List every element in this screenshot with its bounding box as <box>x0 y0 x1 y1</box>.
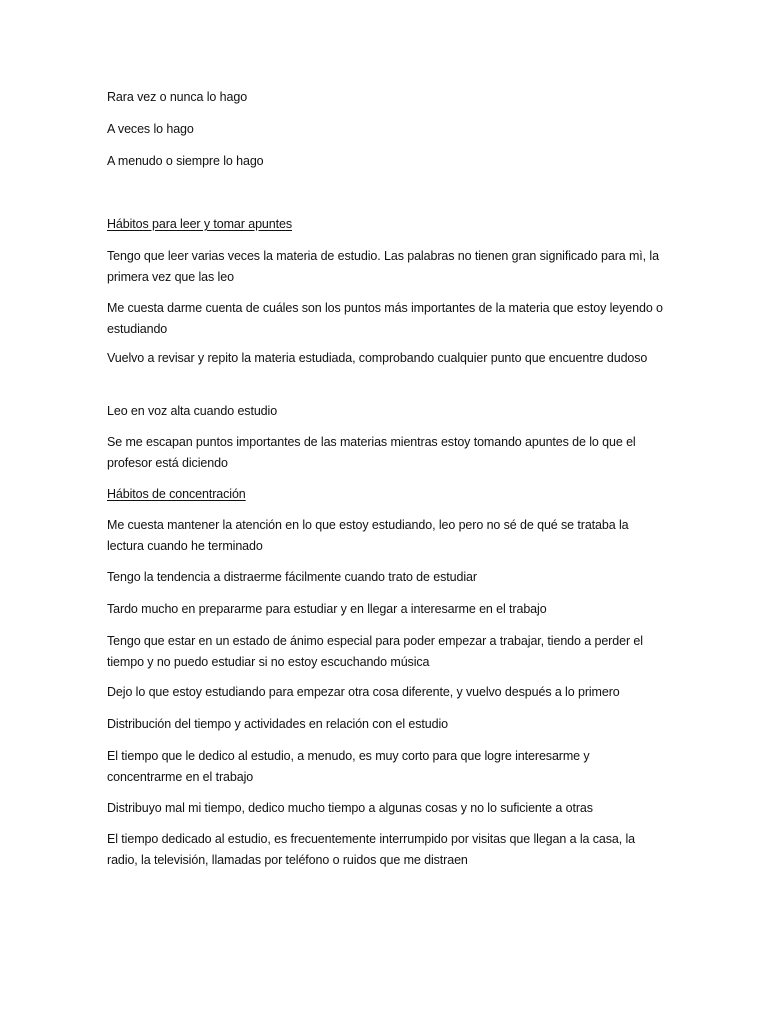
concentration-item-2: Tengo la tendencia a distraerme fácilmente cuando trato de estudiar <box>107 570 477 584</box>
concentration-item-4: Tengo que estar en un estado de ánimo especial para poder empezar a trabajar, tiendo a perder el tiempo y no puedo estudiar si no estoy escuchando música <box>107 634 643 669</box>
reading-item-4: Leo en voz alta cuando estudio <box>107 404 278 418</box>
concentration-item-5: Dejo lo que estoy estudiando para empezar otra cosa diferente, y vuelvo después a lo primero <box>107 685 620 699</box>
time-item-2: Distribuyo mal mi tiempo, dedico mucho tiempo a algunas cosas y no lo suficiente a otras <box>107 801 593 815</box>
reading-item-1: Tengo que leer varias veces la materia de estudio. Las palabras no tienen gran significado para mì, la primera vez que las leo <box>107 249 659 284</box>
scale-option-low: Rara vez o nunca lo hago <box>107 90 248 104</box>
reading-item-3: Vuelvo a revisar y repito la materia estudiada, comprobando cualquier punto que encuentre dudoso <box>107 351 648 365</box>
section-heading-reading: Hábitos para leer y tomar apuntes <box>107 217 292 231</box>
section-heading-time: Distribución del tiempo y actividades en relación con el estudio <box>107 717 449 731</box>
scale-option-high: A menudo o siempre lo hago <box>107 154 264 168</box>
time-item-1: El tiempo que le dedico al estudio, a menudo, es muy corto para que logre interesarme y concentrarme en el trabajo <box>107 749 590 784</box>
concentration-item-3: Tardo mucho en prepararme para estudiar y en llegar a interesarme en el trabajo <box>107 602 547 616</box>
reading-item-2: Me cuesta darme cuenta de cuáles son los puntos más importantes de la materia que estoy leyendo o estudiando <box>107 301 663 336</box>
concentration-item-1: Me cuesta mantener la atención en lo que estoy estudiando, leo pero no sé de qué se trataba la lectura cuando he terminado <box>107 518 629 553</box>
reading-item-5: Se me escapan puntos importantes de las materias mientras estoy tomando apuntes de lo que el profesor está diciendo <box>107 435 636 470</box>
time-item-3: El tiempo dedicado al estudio, es frecuentemente interrumpido por visitas que llegan a la casa, la radio, la televisión, llamadas por teléfono o ruidos que me distraen <box>107 832 636 867</box>
scale-option-mid: A veces lo hago <box>107 122 194 136</box>
section-heading-concentration: Hábitos de concentración <box>107 487 246 501</box>
